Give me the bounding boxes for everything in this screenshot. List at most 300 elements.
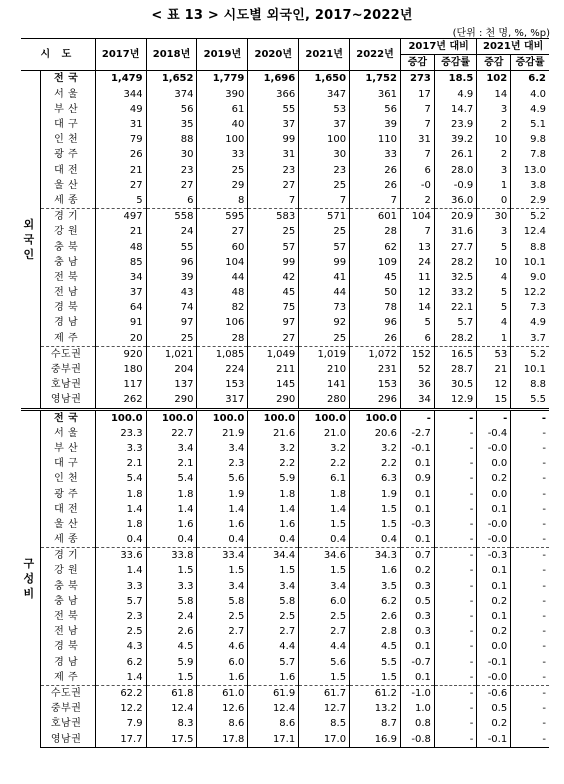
value-cell: 30 <box>477 209 511 225</box>
value-cell: 12.4 <box>511 224 549 239</box>
value-cell: 8.8 <box>511 377 549 392</box>
value-cell: 62 <box>350 239 401 254</box>
value-cell: 0.0 <box>477 486 511 501</box>
value-cell: 3.3 <box>95 441 146 456</box>
value-cell: - <box>511 670 549 686</box>
value-cell: 262 <box>95 392 146 409</box>
value-cell: 5.6 <box>197 471 248 486</box>
table-row <box>21 624 549 639</box>
region-name: 경 북 <box>54 302 79 314</box>
value-cell: 2.2 <box>248 456 299 471</box>
value-cell: 85 <box>95 255 146 270</box>
value-cell: 1.4 <box>197 502 248 517</box>
value-cell: 344 <box>95 87 146 102</box>
value-cell: 6.0 <box>197 655 248 670</box>
value-cell: 18.5 <box>434 71 476 87</box>
value-cell: 5 <box>477 300 511 315</box>
value-cell: 50 <box>350 285 401 300</box>
value-cell: - <box>511 502 549 517</box>
value-cell: 558 <box>146 209 197 225</box>
value-cell: 6.3 <box>350 471 401 486</box>
value-cell: - <box>511 409 549 426</box>
value-cell: 4.4 <box>248 639 299 654</box>
region-name: 강 원 <box>54 226 79 238</box>
value-cell: 21 <box>95 163 146 178</box>
region-name: 전 남 <box>54 287 79 299</box>
value-cell: 4.0 <box>511 87 549 102</box>
value-cell: 0.4 <box>299 532 350 548</box>
value-cell: - <box>511 685 549 701</box>
value-cell: 0.1 <box>477 579 511 594</box>
value-cell: - <box>434 609 476 624</box>
value-cell: 44 <box>197 270 248 285</box>
value-cell: - <box>434 409 476 426</box>
table-row <box>21 502 549 517</box>
value-cell: 296 <box>350 392 401 409</box>
value-cell: 91 <box>95 315 146 330</box>
value-cell: - <box>434 426 476 441</box>
value-cell: - <box>434 731 476 747</box>
value-cell: 8.8 <box>511 239 549 254</box>
value-cell: 361 <box>350 87 401 102</box>
value-cell: 7 <box>400 224 434 239</box>
value-cell: 7 <box>299 193 350 209</box>
value-cell: 0.1 <box>400 670 434 686</box>
value-cell: 1.8 <box>95 486 146 501</box>
table-row <box>21 117 549 132</box>
region-name: 세 종 <box>54 194 79 206</box>
region-name: 대 전 <box>54 503 79 515</box>
value-cell: 8.7 <box>350 716 401 731</box>
value-cell: - <box>434 517 476 532</box>
value-cell: - <box>511 456 549 471</box>
value-cell: - <box>511 701 549 716</box>
value-cell: 1.6 <box>248 670 299 686</box>
value-cell: 13.0 <box>511 163 549 178</box>
value-cell: 25 <box>299 331 350 347</box>
value-cell: 28.7 <box>434 362 476 377</box>
value-cell: 17.7 <box>95 731 146 747</box>
value-cell: 16.9 <box>350 731 401 747</box>
region-name: 대 전 <box>54 164 79 176</box>
value-cell: 4.9 <box>434 87 476 102</box>
table-row <box>21 426 549 441</box>
value-cell: 39.2 <box>434 132 476 147</box>
region-name: 세 종 <box>54 534 79 546</box>
value-cell: 6.0 <box>299 594 350 609</box>
value-cell: 99 <box>248 132 299 147</box>
value-cell: 13 <box>400 239 434 254</box>
value-cell: 31.6 <box>434 224 476 239</box>
value-cell: 33.6 <box>95 548 146 564</box>
value-cell: 25 <box>146 331 197 347</box>
value-cell: 17.1 <box>248 731 299 747</box>
region-name: 서 울 <box>54 427 79 439</box>
table-row <box>21 609 549 624</box>
value-cell: - <box>434 441 476 456</box>
value-cell: 39 <box>146 270 197 285</box>
sub-header: 증감 <box>400 55 434 71</box>
table-row <box>21 486 549 501</box>
value-cell: -0.0 <box>477 532 511 548</box>
table-row <box>21 300 549 315</box>
value-cell: 36.0 <box>434 193 476 209</box>
value-cell: 14.7 <box>434 102 476 117</box>
table-row <box>21 548 549 564</box>
value-cell: 28 <box>197 331 248 347</box>
value-cell: 204 <box>146 362 197 377</box>
region-name: 영남권 <box>50 394 82 406</box>
table-row <box>21 701 549 716</box>
value-cell: 23 <box>146 163 197 178</box>
value-cell: 57 <box>299 239 350 254</box>
sub-header: 증감 <box>477 55 511 71</box>
value-cell: 2.2 <box>350 456 401 471</box>
value-cell: 12.2 <box>95 701 146 716</box>
year-header: 2021년 <box>299 39 350 71</box>
value-cell: 0.1 <box>400 639 434 654</box>
value-cell: 4.6 <box>197 639 248 654</box>
value-cell: 27 <box>248 331 299 347</box>
value-cell: 7.3 <box>511 300 549 315</box>
value-cell: -0.0 <box>477 517 511 532</box>
value-cell: 1 <box>477 331 511 347</box>
value-cell: 5.8 <box>248 594 299 609</box>
value-cell: 20.6 <box>350 426 401 441</box>
table-row <box>21 731 549 747</box>
value-cell: - <box>434 486 476 501</box>
year-header: 2019년 <box>197 39 248 71</box>
value-cell: 3.2 <box>248 441 299 456</box>
table-row <box>21 331 549 347</box>
value-cell: 1.6 <box>248 517 299 532</box>
value-cell: 3.2 <box>350 441 401 456</box>
value-cell: 5.7 <box>248 655 299 670</box>
value-cell: 2 <box>477 147 511 162</box>
statistics-table <box>21 38 549 748</box>
value-cell: 62.2 <box>95 685 146 701</box>
value-cell: 2.5 <box>299 609 350 624</box>
value-cell: 2.7 <box>248 624 299 639</box>
value-cell: 44 <box>299 285 350 300</box>
table-row <box>21 132 549 147</box>
value-cell: 56 <box>146 102 197 117</box>
value-cell: 17.0 <box>299 731 350 747</box>
value-cell: 3.4 <box>146 441 197 456</box>
region-name: 부 산 <box>54 103 79 115</box>
value-cell: -0.0 <box>477 670 511 686</box>
value-cell: 53 <box>477 346 511 362</box>
value-cell: - <box>511 731 549 747</box>
value-cell: 5 <box>400 315 434 330</box>
value-cell: 7 <box>400 117 434 132</box>
value-cell: 5.4 <box>95 471 146 486</box>
value-cell: 0.2 <box>477 594 511 609</box>
value-cell: 290 <box>248 392 299 409</box>
table-row <box>21 392 549 409</box>
value-cell: 920 <box>95 346 146 362</box>
region-name: 호남권 <box>50 718 82 730</box>
value-cell: 153 <box>197 377 248 392</box>
value-cell: 21.6 <box>248 426 299 441</box>
value-cell: 2.6 <box>146 624 197 639</box>
value-cell: - <box>434 471 476 486</box>
value-cell: 33.4 <box>197 548 248 564</box>
region-name: 전 북 <box>54 271 79 283</box>
value-cell: 2.3 <box>95 609 146 624</box>
value-cell: 0.5 <box>477 701 511 716</box>
value-cell: 6 <box>146 193 197 209</box>
value-cell: - <box>434 655 476 670</box>
value-cell: 97 <box>146 315 197 330</box>
value-cell: -0.0 <box>477 441 511 456</box>
value-cell: 0.1 <box>477 502 511 517</box>
value-cell: 12.7 <box>299 701 350 716</box>
value-cell: - <box>511 486 549 501</box>
value-cell: 0.1 <box>400 456 434 471</box>
value-cell: 1,779 <box>197 71 248 87</box>
value-cell: 100.0 <box>95 409 146 426</box>
value-cell: 55 <box>146 239 197 254</box>
region-name: 강 원 <box>54 565 79 577</box>
value-cell: 17 <box>400 87 434 102</box>
region-name: 광 주 <box>54 149 79 161</box>
value-cell: 1.5 <box>350 670 401 686</box>
value-cell: 24 <box>400 255 434 270</box>
region-name: 제 주 <box>54 671 79 683</box>
value-cell: 4 <box>477 270 511 285</box>
value-cell: 23 <box>248 163 299 178</box>
value-cell: 273 <box>400 71 434 87</box>
value-cell: - <box>511 532 549 548</box>
value-cell: - <box>511 579 549 594</box>
value-cell: 0.0 <box>477 639 511 654</box>
value-cell: 33 <box>350 147 401 162</box>
value-cell: 12.2 <box>511 285 549 300</box>
value-cell: 55 <box>248 102 299 117</box>
value-cell: 10.1 <box>511 362 549 377</box>
value-cell: 3.7 <box>511 331 549 347</box>
value-cell: 1,696 <box>248 71 299 87</box>
value-cell: 0.3 <box>400 579 434 594</box>
value-cell: 211 <box>248 362 299 377</box>
value-cell: 57 <box>248 239 299 254</box>
value-cell: 5.8 <box>197 594 248 609</box>
value-cell: 97 <box>248 315 299 330</box>
value-cell: 3.2 <box>299 441 350 456</box>
value-cell: 20.9 <box>434 209 476 225</box>
value-cell: 5 <box>477 285 511 300</box>
value-cell: 3.4 <box>197 441 248 456</box>
value-cell: 2 <box>400 193 434 209</box>
value-cell: 30 <box>146 147 197 162</box>
value-cell: 25 <box>248 224 299 239</box>
value-cell: 6.2 <box>350 594 401 609</box>
table-row <box>21 471 549 486</box>
value-cell: - <box>511 624 549 639</box>
table-row <box>21 655 549 670</box>
value-cell: 1,049 <box>248 346 299 362</box>
value-cell: 497 <box>95 209 146 225</box>
value-cell: 1.5 <box>146 563 197 578</box>
value-cell: 2.5 <box>197 609 248 624</box>
value-cell: 21 <box>95 224 146 239</box>
table-body <box>21 71 549 747</box>
value-cell: 30 <box>299 147 350 162</box>
value-cell: - <box>434 563 476 578</box>
value-cell: 152 <box>400 346 434 362</box>
value-cell: 6.1 <box>299 471 350 486</box>
value-cell: 100.0 <box>197 409 248 426</box>
value-cell: 7 <box>400 147 434 162</box>
value-cell: 31 <box>400 132 434 147</box>
value-cell: 109 <box>350 255 401 270</box>
value-cell: 78 <box>350 300 401 315</box>
value-cell: 1.4 <box>95 563 146 578</box>
value-cell: - <box>434 624 476 639</box>
value-cell: 33.8 <box>146 548 197 564</box>
value-cell: 100.0 <box>146 409 197 426</box>
value-cell: - <box>511 441 549 456</box>
value-cell: 1,652 <box>146 71 197 87</box>
value-cell: -0.4 <box>477 426 511 441</box>
value-cell: 39 <box>350 117 401 132</box>
value-cell: 137 <box>146 377 197 392</box>
value-cell: - <box>434 716 476 731</box>
value-cell: 4 <box>477 315 511 330</box>
region-name: 전 국 <box>40 71 95 87</box>
value-cell: 42 <box>248 270 299 285</box>
value-cell: 0.1 <box>477 563 511 578</box>
value-cell: 21.0 <box>299 426 350 441</box>
value-cell: 5.9 <box>146 655 197 670</box>
value-cell: 75 <box>248 300 299 315</box>
region-name: 경 남 <box>54 656 79 668</box>
value-cell: 1.5 <box>299 563 350 578</box>
value-cell: 7.9 <box>95 716 146 731</box>
value-cell: 96 <box>146 255 197 270</box>
value-cell: 27 <box>146 178 197 193</box>
value-cell: 106 <box>197 315 248 330</box>
region-name: 대 구 <box>54 119 79 131</box>
value-cell: 4.5 <box>146 639 197 654</box>
value-cell: 34 <box>400 392 434 409</box>
value-cell: 79 <box>95 132 146 147</box>
region-name: 경 남 <box>54 317 79 329</box>
value-cell: 1.5 <box>299 517 350 532</box>
table-row <box>21 377 549 392</box>
value-cell: 10.1 <box>511 255 549 270</box>
value-cell: 60 <box>197 239 248 254</box>
table-row <box>21 239 549 254</box>
region-name: 부 산 <box>54 442 79 454</box>
value-cell: - <box>511 716 549 731</box>
value-cell: 100 <box>197 132 248 147</box>
value-cell: - <box>434 456 476 471</box>
value-cell: 4.5 <box>350 639 401 654</box>
region-name: 인 천 <box>54 134 79 146</box>
table-row <box>21 639 549 654</box>
value-cell: 5.2 <box>511 209 549 225</box>
value-cell: 5 <box>95 193 146 209</box>
value-cell: 0.1 <box>400 486 434 501</box>
table-row <box>21 255 549 270</box>
value-cell: 1.5 <box>299 670 350 686</box>
value-cell: 117 <box>95 377 146 392</box>
value-cell: 601 <box>350 209 401 225</box>
value-cell: 571 <box>299 209 350 225</box>
value-cell: 37 <box>299 117 350 132</box>
value-cell: - <box>434 594 476 609</box>
value-cell: 0.2 <box>477 624 511 639</box>
value-cell: 0.2 <box>477 471 511 486</box>
value-cell: 2.1 <box>95 456 146 471</box>
value-cell: 11 <box>400 270 434 285</box>
value-cell: 74 <box>146 300 197 315</box>
value-cell: 1.0 <box>400 701 434 716</box>
value-cell: 25 <box>299 178 350 193</box>
value-cell: 23 <box>299 163 350 178</box>
value-cell: 41 <box>299 270 350 285</box>
table-row <box>21 224 549 239</box>
value-cell: 12.4 <box>146 701 197 716</box>
value-cell: 1.4 <box>146 502 197 517</box>
value-cell: 12.6 <box>197 701 248 716</box>
value-cell: 1.5 <box>350 517 401 532</box>
value-cell: 0.1 <box>400 502 434 517</box>
value-cell: 1.5 <box>197 563 248 578</box>
value-cell: 1.5 <box>146 670 197 686</box>
table-row <box>21 579 549 594</box>
value-cell: 61.0 <box>197 685 248 701</box>
value-cell: 37 <box>248 117 299 132</box>
value-cell: 23.9 <box>434 117 476 132</box>
value-cell: 31 <box>95 117 146 132</box>
value-cell: 45 <box>350 270 401 285</box>
value-cell: 1 <box>477 178 511 193</box>
value-cell: 31 <box>248 147 299 162</box>
value-cell: -0.9 <box>434 178 476 193</box>
value-cell: 0.5 <box>400 594 434 609</box>
value-cell: 366 <box>248 87 299 102</box>
region-name: 제 주 <box>54 332 79 344</box>
value-cell: 25 <box>299 224 350 239</box>
value-cell: 49 <box>95 102 146 117</box>
value-cell: 2.7 <box>197 624 248 639</box>
value-cell: 96 <box>350 315 401 330</box>
value-cell: 2.9 <box>511 193 549 209</box>
value-cell: 5.8 <box>146 594 197 609</box>
value-cell: 8.3 <box>146 716 197 731</box>
section-label: 구 성 비 <box>21 409 40 747</box>
group-header-2017: 2017년 대비 <box>400 39 476 55</box>
value-cell: 347 <box>299 87 350 102</box>
region-name: 울 산 <box>54 179 79 191</box>
value-cell: 0.4 <box>350 532 401 548</box>
value-cell: 27 <box>95 178 146 193</box>
table-row <box>21 315 549 330</box>
value-cell: - <box>511 609 549 624</box>
region-name: 경 기 <box>40 548 95 564</box>
value-cell: 100.0 <box>350 409 401 426</box>
value-cell: 20 <box>95 331 146 347</box>
value-cell: 24 <box>146 224 197 239</box>
table-row <box>21 193 549 209</box>
region-name: 서 울 <box>54 88 79 100</box>
value-cell: - <box>511 426 549 441</box>
value-cell: 317 <box>197 392 248 409</box>
value-cell: 33.2 <box>434 285 476 300</box>
